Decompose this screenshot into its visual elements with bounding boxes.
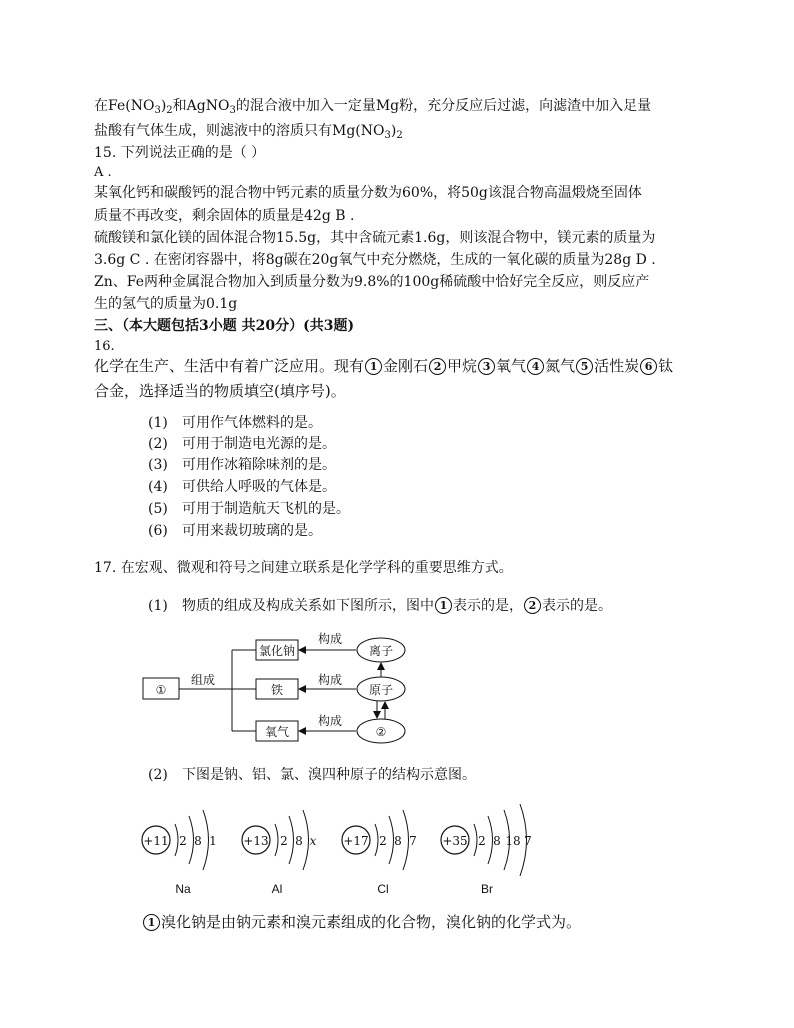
shell-electrons: 2	[280, 834, 288, 848]
shell-electrons: x	[309, 834, 317, 848]
section-3-heading: 三、（本大题包括3小题 共20分）(共3题)	[94, 318, 355, 334]
circled-number-1: 1	[143, 914, 160, 931]
question-17-part-2: (2) 下图是钠、铝、氯、溴四种原子的结构示意图。	[148, 767, 476, 783]
atom-diagram-br	[441, 804, 532, 896]
shell-electrons: 8	[295, 834, 303, 848]
circled-number-3: 3	[478, 358, 495, 375]
nucleus-charge: +35	[442, 834, 468, 848]
label-goucheng-2: 构成	[317, 673, 343, 687]
question-16-item: (1) 可用作气体燃料的是。	[148, 415, 322, 431]
box-nacl-label: 氯化钠	[258, 644, 296, 658]
box-fe-label: 铁	[270, 683, 284, 697]
question-17-part-1: (1) 物质的组成及构成关系如下图所示，图中 1 表示的是， 2 表示的是。	[148, 598, 612, 614]
question-15-option-a: A .	[94, 165, 112, 180]
shell-electrons: 2	[478, 834, 486, 848]
circled-number-1: 1	[435, 597, 452, 614]
question-16-item: (4) 可供给人呼吸的气体是。	[148, 479, 336, 495]
shell-electrons: 18	[505, 834, 521, 848]
shell-electrons: 2	[379, 834, 387, 848]
shell-electrons: 8	[394, 834, 402, 848]
nucleus-charge: +11	[143, 834, 169, 848]
text-line-1: 在$Fe(NO_3)_2$和AgNO$_3$的混合液中加入一定量Mg粉，充分反应后过滤，向滤渣中加入足量	[94, 98, 652, 116]
question-15-line-2: 质量不再改变，剩余固体的质量是42g B .	[94, 208, 355, 224]
shell-electrons: 1	[209, 834, 217, 848]
question-15-line-1: 某氧化钙和碳酸钙的混合物中钙元素的质量分数为60%，将50g该混合物高温煅烧至固体	[94, 185, 642, 201]
element-symbol: Cl	[377, 882, 389, 896]
label-goucheng-3: 构成	[317, 714, 343, 728]
label-goucheng-1: 构成	[317, 632, 343, 646]
ellipse-2-label: ②	[375, 725, 387, 739]
question-16-number: 16.	[94, 339, 115, 354]
ellipse-atom-label: 原子	[368, 683, 394, 697]
question-15-line-6: 生的氢气的质量为0.1g	[94, 296, 238, 312]
label-zucheng: 组成	[190, 673, 216, 687]
question-16-item: (6) 可用来裁切玻璃的是。	[148, 523, 322, 539]
question-16-line-2: 合金，选择适当的物质填空(填序号)。	[94, 382, 346, 400]
question-15-title: 15. 下列说法正确的是（ ）	[94, 145, 266, 161]
circled-number-6: 6	[640, 358, 657, 375]
question-15-line-5: Zn、Fe两种金属混合物加入到质量分数为9.8%的100g稀硫酸中恰好完全反应，则反应产	[94, 274, 650, 290]
element-symbol: Al	[271, 882, 283, 896]
circled-number-2: 2	[524, 597, 541, 614]
element-symbol: Br	[481, 882, 493, 896]
question-17-subquestion-1: 1 溴化钠是由钠元素和溴元素组成的化合物，溴化钠的化学式为。	[142, 912, 581, 932]
ellipse-ion-label: 离子	[368, 644, 394, 658]
shell-electrons: 2	[179, 834, 187, 848]
question-15-line-3: 硫酸镁和氯化镁的固体混合物15.5g，其中含硫元素1.6g，则该混合物中，镁元素的质量为	[94, 230, 656, 246]
question-16-item: (2) 可用于制造电光源的是。	[148, 436, 336, 452]
shell-electrons: 8	[493, 834, 501, 848]
box-1-label: ①	[155, 683, 167, 697]
circled-number-4: 4	[527, 358, 544, 375]
question-16-item: (3) 可用作冰箱除味剂的是。	[148, 457, 336, 473]
circled-number-1: 1	[365, 358, 382, 375]
atom-diagram-cl	[342, 810, 417, 896]
question-16-item: (5) 可用于制造航天飞机的是。	[148, 501, 350, 517]
question-16-line-1: 化学在生产、生活中有着广泛应用。现有 1 金刚石 2 甲烷 3 氧气 4 氮气 5 活性炭 6 钛	[94, 357, 674, 375]
shell-electrons: 8	[194, 834, 202, 848]
nucleus-charge: +13	[243, 834, 269, 848]
box-o2-label: 氧气	[264, 725, 290, 739]
text-line-2: 盐酸有气体生成，则滤液中的溶质只有$Mg(NO_3)_2$	[94, 123, 403, 141]
element-symbol: Na	[175, 882, 191, 896]
nucleus-charge: +17	[343, 834, 369, 848]
shell-electrons: 7	[409, 834, 417, 848]
atom-diagram-na	[142, 810, 217, 896]
question-17-title: 17. 在宏观、微观和符号之间建立联系是化学学科的重要思维方式。	[94, 560, 513, 576]
atom-diagram-al	[242, 810, 317, 896]
circled-number-5: 5	[576, 358, 593, 375]
circled-number-2: 2	[429, 358, 446, 375]
shell-electrons: 7	[524, 834, 532, 848]
question-15-line-4: 3.6g C . 在密闭容器中，将8g碳在20g氧气中充分燃烧，生成的一氧化碳的质量为28g D .	[94, 252, 656, 268]
